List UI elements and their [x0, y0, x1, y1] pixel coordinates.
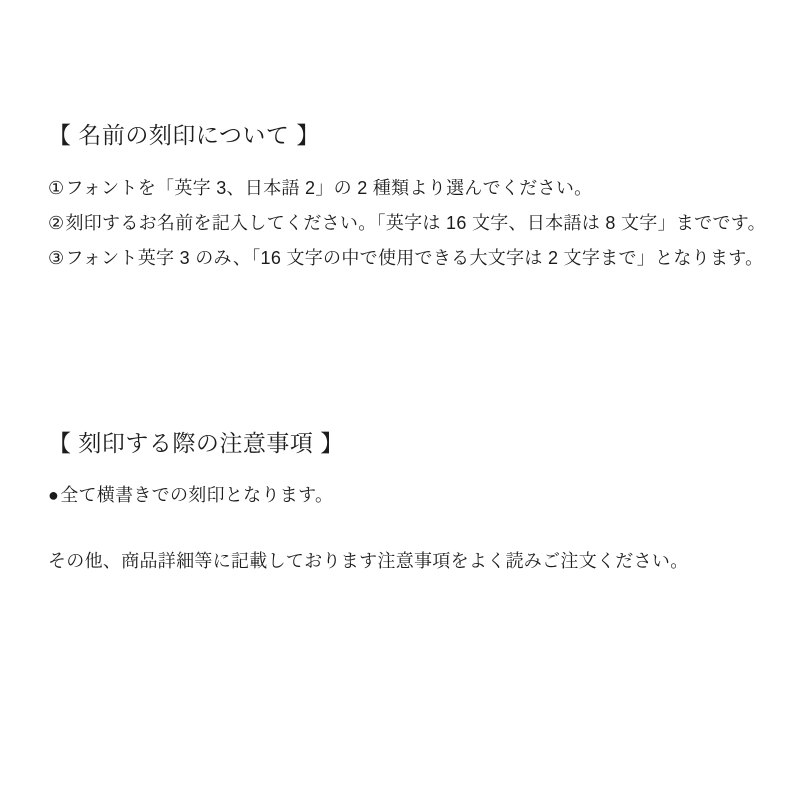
note-bullet-text: 全て横書きでの刻印となります。 [60, 485, 334, 505]
circled-1-marker: ① [48, 178, 65, 198]
section-heading-name-engraving: 【 名前の刻印について 】 [48, 122, 320, 149]
instruction-item-3 [48, 244, 763, 270]
instruction-item-1-text: フォントを「英字 3、日本語 2」の 2 種類より選んでください。 [65, 178, 593, 198]
bullet-icon: ● [48, 485, 60, 505]
instruction-item-2 [48, 209, 766, 235]
circled-3-marker: ③ [48, 248, 65, 268]
instruction-item-1 [48, 174, 592, 200]
note-bullet-line [48, 481, 333, 507]
instruction-item-3-text: フォント英字 3 のみ、「16 文字の中で使用できる大文字は 2 文字まで」となります。 [65, 248, 764, 268]
circled-2-marker: ② [48, 213, 65, 233]
footer-note-text: その他、商品詳細等に記載しております注意事項をよく読みご注文ください。 [48, 551, 689, 571]
instruction-item-2-text: 刻印するお名前を記入してください。「英字は 16 文字、日本語は 8 文字」までです。 [65, 213, 766, 233]
section-heading-engraving-notes: 【 刻印する際の注意事項 】 [48, 430, 344, 457]
